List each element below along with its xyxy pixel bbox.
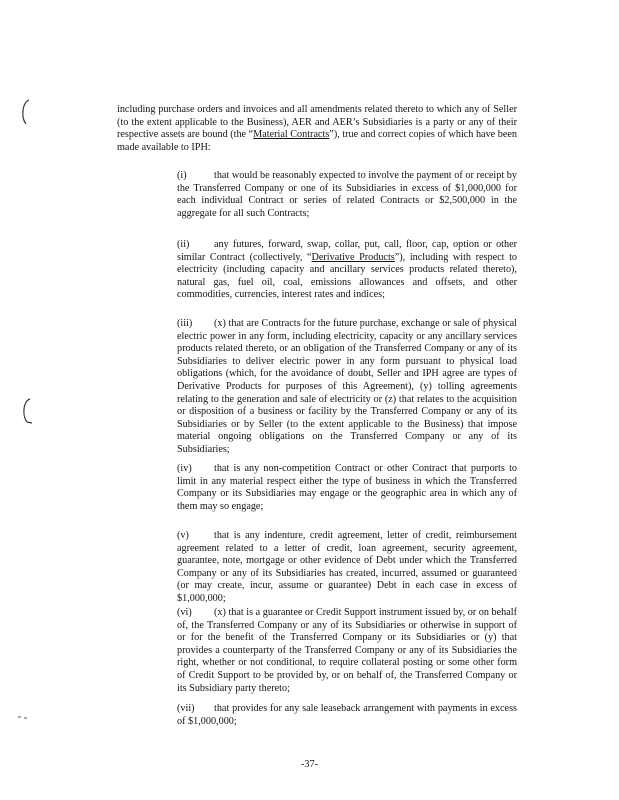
clause-label: (v) <box>177 530 189 541</box>
clause-text-before: any futures, forward, swap, collar, put, call, floor, cap, option or other similar Contract (collectively, “ <box>177 239 517 263</box>
clause-text: that would be reasonably expected to involve the payment of or receipt by the Transferred Company or one of its Subsidiaries in excess of $1,000,000 for each individual Contract or series of related Contracts or $2,500,000 in the aggregate for all such Contracts; <box>177 170 517 219</box>
defined-term-material-contracts: Material Contracts <box>253 129 330 141</box>
clause-label: (vi) <box>177 607 192 618</box>
clause-iv <box>117 463 517 513</box>
intro-text-before: including purchase orders and invoices and all amendments related thereto to which any of Seller (to the extent applicable to the Business), AER and AER’s Subsidiaries is a party or any of their respective assets are bound (the “ <box>117 104 517 141</box>
clause-text-after: ”), including with respect to electricity (including capacity and ancillary services products related thereto), natural gas, fuel oil, coal, emissions allowances and offsets, and other commodities, currencies, interest rates and indices; <box>177 251 517 301</box>
clause-vii <box>117 703 517 728</box>
clause-label: (i) <box>177 170 187 181</box>
clause-text: that is any non-competition Contract or other Contract that purports to limit in any material respect either the type of business in which the Transferred Company or its Subsidiaries may engage or the geographic area in which any of them may so engage; <box>177 463 517 512</box>
intro-text-after: ”), true and correct copies of which have been made available to IPH: <box>117 129 517 153</box>
clause-text: (x) that is a guarantee or Credit Support instrument issued by, or on behalf of, the Transferred Company or any of its Subsidiaries or otherwise in support of or for the benefit of the Transferred Company or its Subsidiaries or (y) that provides a counterparty of the Transferred Company or any of its Subsidiaries the right, whether or not conditional, to require collateral posting or some other form of Credit Support to be provided by, or on behalf of, the Transferred Company or its Subsidiary party thereto; <box>177 607 517 694</box>
scan-margin-mark-top <box>18 98 32 126</box>
clause-text: that is any indenture, credit agreement, letter of credit, reimbursement agreement related to a letter of credit, loan agreement, security agreement, guarantee, note, mortgage or other evidence of Debt under which the Transferred Company or any of its Subsidiaries has created, incurred, assumed or guaranteed (or may create, incur, assume or guarantee) Debt in each case in excess of $1,000,000; <box>177 530 517 604</box>
clause-text: (x) that are Contracts for the future purchase, exchange or sale of physical electric power in any form, including electricity, capacity or any ancillary services products related thereto, or an obligation of the Transferred Company or any of its Subsidiaries to deliver electric power in any form pursuant to physical load obligations (which, for the avoidance of doubt, Seller and IPH agree are types of Derivative Products for purposes of this Agreement), (y) tolling agreements relating to the generation and sale of electricity or (z) that relates to the acquisition or disposition of a business or facility by the Transferred Company or any of its Subsidiaries or by Seller (to the extent applicable to the Business) that impose material ongoing obligations on the Transferred Company or any of its Subsidiaries; <box>177 318 517 455</box>
clause-ii <box>117 239 517 302</box>
clause-vi <box>117 607 517 695</box>
intro-paragraph <box>117 104 517 154</box>
clause-label: (ii) <box>177 239 190 250</box>
clause-label: (iii) <box>177 318 193 329</box>
clause-v <box>117 530 517 606</box>
scan-margin-mark-bottom <box>17 712 29 722</box>
clause-label: (vii) <box>177 703 195 714</box>
defined-term-derivative-products: Derivative Products <box>311 251 395 263</box>
clause-i <box>117 170 517 220</box>
page-number: -37- <box>301 759 318 770</box>
clause-iii <box>117 318 517 457</box>
clause-label: (iv) <box>177 463 192 474</box>
scan-margin-mark-middle <box>18 396 34 426</box>
clause-text: that provides for any sale leaseback arrangement with payments in excess of $1,000,000; <box>177 703 517 727</box>
